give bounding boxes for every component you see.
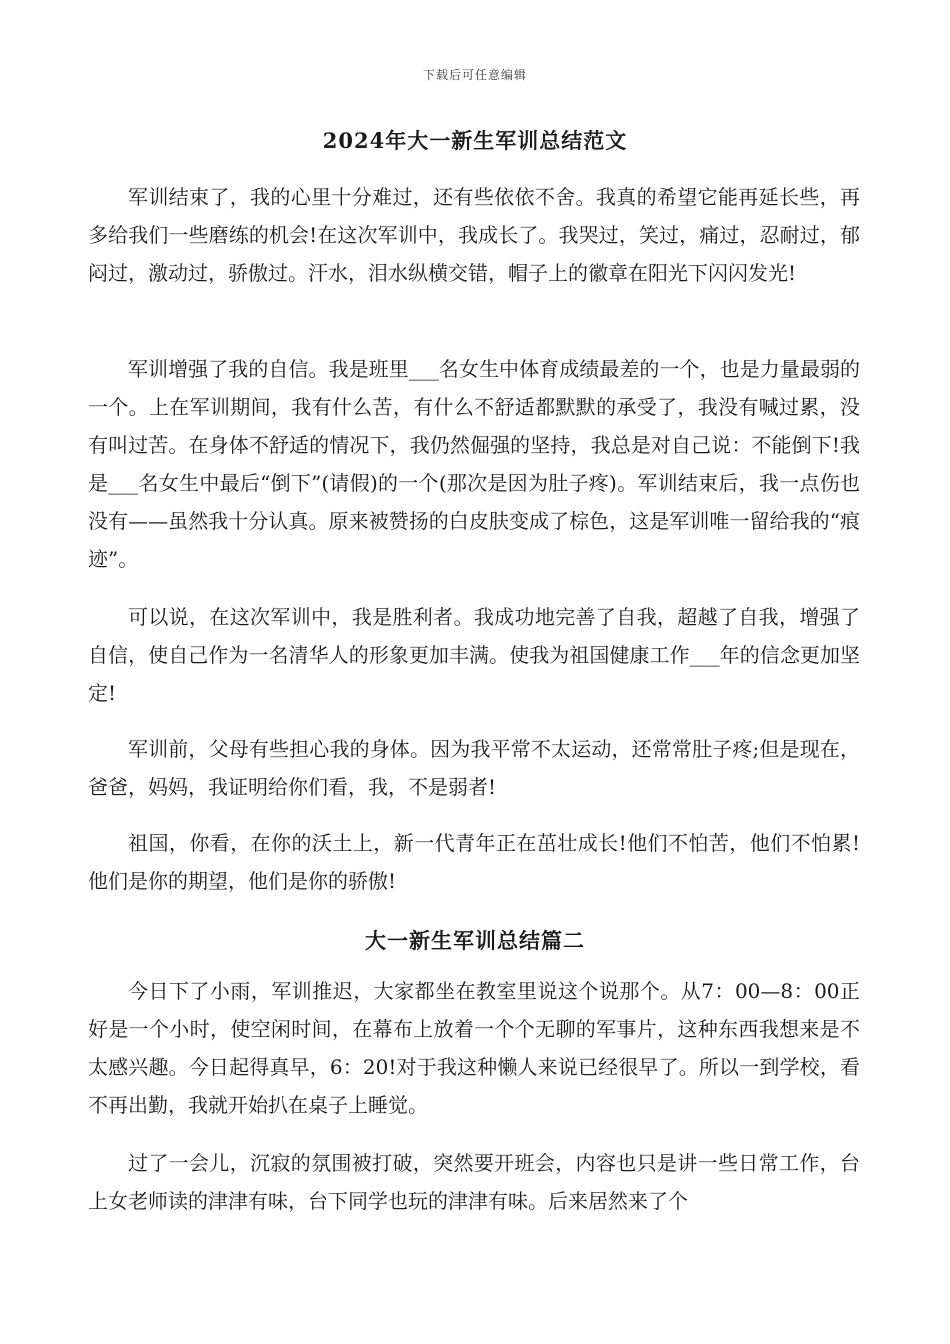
document-title: 2024年大一新生军训总结范文 [322,128,628,153]
paragraph: 军训增强了我的自信。我是班里___名女生中体育成绩最差的一个，也是力量最弱的一个。上在军训期间，我有什么苦，有什么不舒适都默默的承受了，我没有喊过累，没有叫过苦。在身体不舒适的情况下，我仍然倔强的坚持，我总是对自己说：不能倒下!我是___名女生中最后“倒下”(请假)的一个(那次是因为肚子疼)。军训结束后，我一点伤也没有——虽然我十分认真。原来被赞扬的白皮肤变成了棕色，这是军训唯一留给我的“痕迹”。 [88,357,860,571]
paragraph: 过了一会儿，沉寂的氛围被打破，突然要开班会，内容也只是讲一些日常工作，台上女老师读的津津有味，台下同学也玩的津津有味。后来居然来了个 [88,1151,860,1213]
header-note: 下载后可任意编辑 [422,68,527,82]
paragraph: 可以说，在这次军训中，我是胜利者。我成功地完善了自我，超越了自我，增强了自信，使自己作为一名清华人的形象更加丰满。使我为祖国健康工作___年的信念更加坚定! [88,605,860,705]
section-title: 大一新生军训总结篇二 [365,928,585,953]
paragraph: 祖国，你看，在你的沃土上，新一代青年正在茁壮成长!他们不怕苦，他们不怕累!他们是你的期望，他们是你的骄傲! [88,831,860,893]
paragraph: 今日下了小雨，军训推迟，大家都坐在教室里说这个说那个。从7：00—8：00正好是一个小时，使空闲时间，在幕布上放着一个个无聊的军事片，这种东西我想来是不太感兴趣。今日起得真早，6：20!对于我这种懒人来说已经很早了。所以一到学校，看不再出勤，我就开始扒在桌子上睡觉。 [88,979,860,1117]
paragraph: 军训结束了，我的心里十分难过，还有些依依不舍。我真的希望它能再延长些，再多给我们一些磨练的机会!在这次军训中，我成长了。我哭过，笑过，痛过，忍耐过，郁闷过，激动过，骄傲过。汗水，泪水纵横交错，帽子上的徽章在阳光下闪闪发光! [88,185,860,285]
paragraph: 军训前，父母有些担心我的身体。因为我平常不太运动，还常常肚子疼;但是现在，爸爸，妈妈，我证明给你们看，我，不是弱者! [88,737,860,799]
